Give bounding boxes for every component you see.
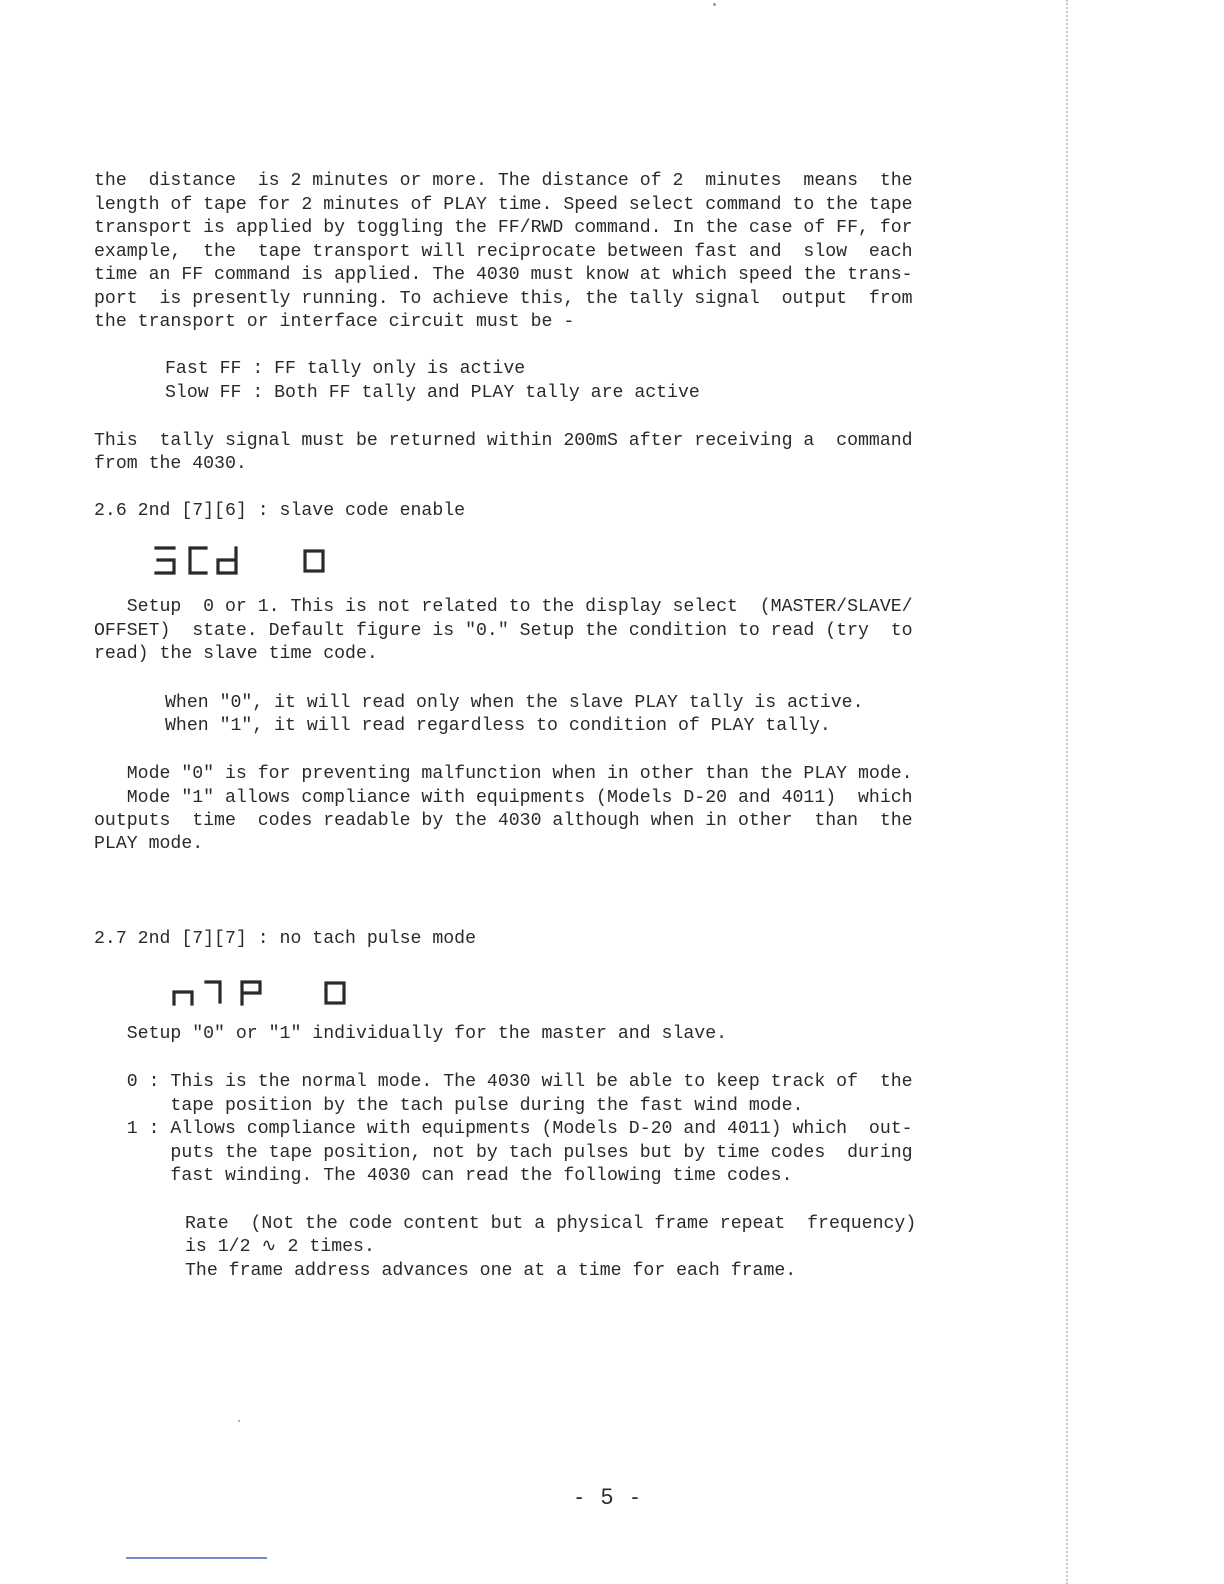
- paragraph-1-line-6: port is presently running. To achieve this, the tally signal output from: [94, 289, 913, 309]
- section-2-6-body-line-3: read) the slave time code.: [94, 644, 378, 664]
- paragraph-1-line-5: time an FF command is applied. The 4030 must know at which speed the trans-: [94, 265, 913, 285]
- tally-list-item-fast: Fast FF : FF tally only is active: [165, 359, 526, 379]
- paragraph-2-line-1: This tally signal must be returned within 200mS after receiving a command: [94, 431, 913, 451]
- seven-segment-display-scd-0-icon: [150, 545, 340, 577]
- page-number: - 5 -: [575, 1484, 645, 1509]
- section-2-7-item-1-line-2: puts the tape position, not by tach pulses but by time codes during: [94, 1143, 913, 1163]
- section-2-6-mode-line-4: PLAY mode.: [94, 834, 204, 854]
- rate-block-line-2: is 1/2 ∿ 2 times.: [185, 1237, 375, 1257]
- paragraph-1-line-7: the transport or interface circuit must be -: [94, 312, 575, 332]
- tally-list-item-slow: Slow FF : Both FF tally and PLAY tally are active: [165, 383, 700, 403]
- paragraph-1-line-3: transport is applied by toggling the FF/RWD command. In the case of FF, for: [94, 218, 913, 238]
- rate-block-line-3: The frame address advances one at a time for each frame.: [185, 1261, 797, 1281]
- section-2-6-when-0: When "0", it will read only when the slave PLAY tally is active.: [165, 693, 864, 713]
- section-2-7-item-1-line-1: 1 : Allows compliance with equipments (Models D-20 and 4011) which out-: [94, 1119, 913, 1139]
- rate-block-line-1: Rate (Not the code content but a physical frame repeat frequency): [185, 1214, 917, 1234]
- section-2-6-mode-line-1: Mode "0" is for preventing malfunction when in other than the PLAY mode.: [94, 764, 913, 784]
- page-edge-dotted-line: [1066, 0, 1068, 1584]
- scan-speck: [238, 1420, 240, 1422]
- section-2-7-heading: 2.7 2nd [7][7] : no tach pulse mode: [94, 929, 476, 949]
- section-2-6-heading: 2.6 2nd [7][6] : slave code enable: [94, 501, 466, 521]
- section-2-7-item-0-line-1: 0 : This is the normal mode. The 4030 will be able to keep track of the: [94, 1072, 913, 1092]
- section-2-7-item-0-line-2: tape position by the tach pulse during the fast wind mode.: [94, 1096, 804, 1116]
- section-2-6-body-line-2: OFFSET) state. Default figure is "0." Setup the condition to read (try to: [94, 621, 913, 641]
- section-2-7-item-1-line-3: fast winding. The 4030 can read the following time codes.: [94, 1166, 793, 1186]
- section-2-7-setup-line: Setup "0" or "1" individually for the master and slave.: [94, 1024, 728, 1044]
- paragraph-1-line-4: example, the tape transport will reciprocate between fast and slow each: [94, 242, 913, 262]
- paragraph-2-line-2: from the 4030.: [94, 454, 247, 474]
- blue-underline-rule: [126, 1557, 267, 1559]
- paragraph-1-line-2: length of tape for 2 minutes of PLAY time. Speed select command to the tape: [94, 195, 913, 215]
- section-2-6-mode-line-3: outputs time codes readable by the 4030 although when in other than the: [94, 811, 913, 831]
- paragraph-1-line-1: the distance is 2 minutes or more. The distance of 2 minutes means the: [94, 171, 913, 191]
- section-2-6-when-1: When "1", it will read regardless to condition of PLAY tally.: [165, 716, 831, 736]
- seven-segment-display-ntp-0-icon: [168, 978, 358, 1010]
- section-2-6-mode-line-2: Mode "1" allows compliance with equipments (Models D-20 and 4011) which: [94, 788, 913, 808]
- section-2-6-body-line-1: Setup 0 or 1. This is not related to the display select (MASTER/SLAVE/: [94, 597, 913, 617]
- scan-speck: [713, 3, 716, 6]
